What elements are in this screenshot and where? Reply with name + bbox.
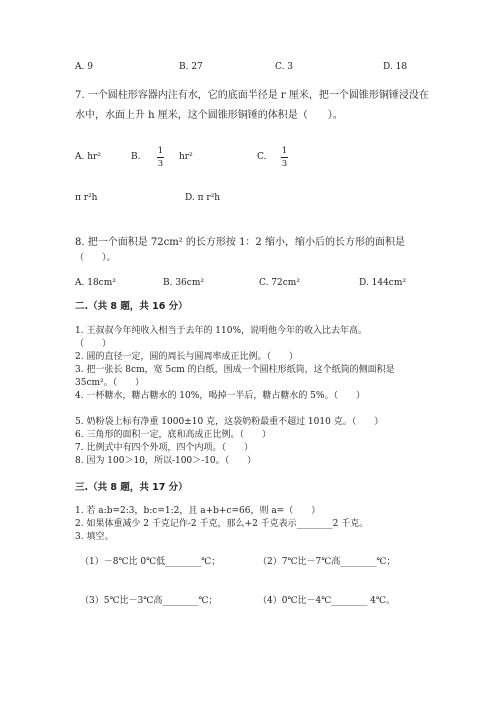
- q7-option-a: A. hr²: [75, 152, 101, 162]
- section2-item: 8. 因为 100＞10，所以-100＞-10。（ ）: [75, 456, 257, 466]
- q8-option-b: B. 36cm²: [163, 278, 204, 288]
- section3-item: 2. 如果体重减少 2 千克记作-2 千克，那么+2 千克表示________2 千克。: [75, 519, 369, 529]
- fill-blank-3: （3）5℃比－3℃高________℃；: [80, 596, 218, 606]
- q7-option-c-tail: π r²h: [75, 193, 98, 203]
- fraction-numerator: 1: [157, 146, 164, 156]
- fill-blank-4: （4）0℃比－4℃________ 4℃。: [258, 596, 395, 606]
- section2-item: 4. 一杯糖水，糖占糖水的 10%，喝掉一半后，糖占糖水的 5%。（ ）: [75, 391, 365, 401]
- q7-option-b-fraction: [157, 146, 164, 169]
- q7-option-d: D. π r²h: [185, 193, 221, 203]
- section2-item: 7. 比例式中有四个外项，四个内项。（ ）: [75, 443, 253, 453]
- q8-option-a: A. 18cm²: [75, 278, 116, 288]
- section3-item: 1. 若 a:b=2:3，b:c=1:2，且 a+b+c=66，则 a=（ ）: [75, 506, 321, 516]
- section2-heading: 二.（共 8 题，共 16 分）: [75, 301, 188, 312]
- q8-stem-line1: 8. 把一个面积是 72cm² 的长方形按 1：2 缩小，缩小后的长方形的面积是: [75, 237, 405, 248]
- section3-heading: 三.（共 8 题，共 17 分）: [75, 482, 188, 493]
- q7-option-b-label: B.: [131, 152, 141, 162]
- q8-option-c: C. 72cm²: [259, 278, 300, 288]
- section3-item: 3. 填空。: [75, 532, 114, 542]
- section2-item: 3. 把一张长 8cm，宽 5cm 的白纸，围成一个圆柱形纸筒，这个纸筒的侧面积是: [75, 365, 395, 375]
- q7-option-c-fraction: [281, 146, 288, 169]
- fill-blank-1: （1）－8℃比 0℃低________℃；: [80, 557, 221, 567]
- q6-option-b: B. 27: [179, 62, 203, 72]
- q7-option-c-label: C.: [257, 152, 267, 162]
- q6-option-c: C. 3: [275, 62, 294, 72]
- section2-item: （ ）: [75, 339, 112, 349]
- q6-option-d: D. 18: [383, 62, 408, 72]
- fraction-denominator: 3: [157, 159, 164, 170]
- q7-stem-line1: 7. 一个圆柱形容器内注有水，它的底面半径是 r 厘米，把一个圆锥形铜锤浸没在: [75, 90, 429, 101]
- fraction-denominator: 3: [281, 159, 288, 170]
- section2-item: 35cm²。（ ）: [75, 378, 145, 388]
- section2-item: 6. 三角形的面积一定，底和高成正比例。（ ）: [75, 430, 271, 440]
- q7-option-b-tail: hr²: [179, 152, 193, 162]
- section2-item: 5. 奶粉袋上标有净重 1000±10 克，这袋奶粉最重不超过 1010 克。（ ）: [75, 417, 384, 427]
- section2-item: 2. 圆的直径一定，圆的周长与圆周率成正比例。（ ）: [75, 352, 298, 362]
- q7-stem-line2: 水中，水面上升 h 厘米，这个圆锥形铜锤的体积是（ ）。: [75, 110, 343, 121]
- fill-blank-2: （2）7℃比－7℃高________℃；: [258, 557, 396, 567]
- fraction-numerator: 1: [281, 146, 288, 156]
- section2-item: 1. 王叔叔今年纯收入相当于去年的 110%，说明他今年的收入比去年高。: [75, 326, 368, 336]
- q6-option-a: A. 9: [75, 62, 93, 72]
- q8-stem-line2: （ ）。: [75, 253, 116, 263]
- q8-option-d: D. 144cm²: [359, 278, 406, 288]
